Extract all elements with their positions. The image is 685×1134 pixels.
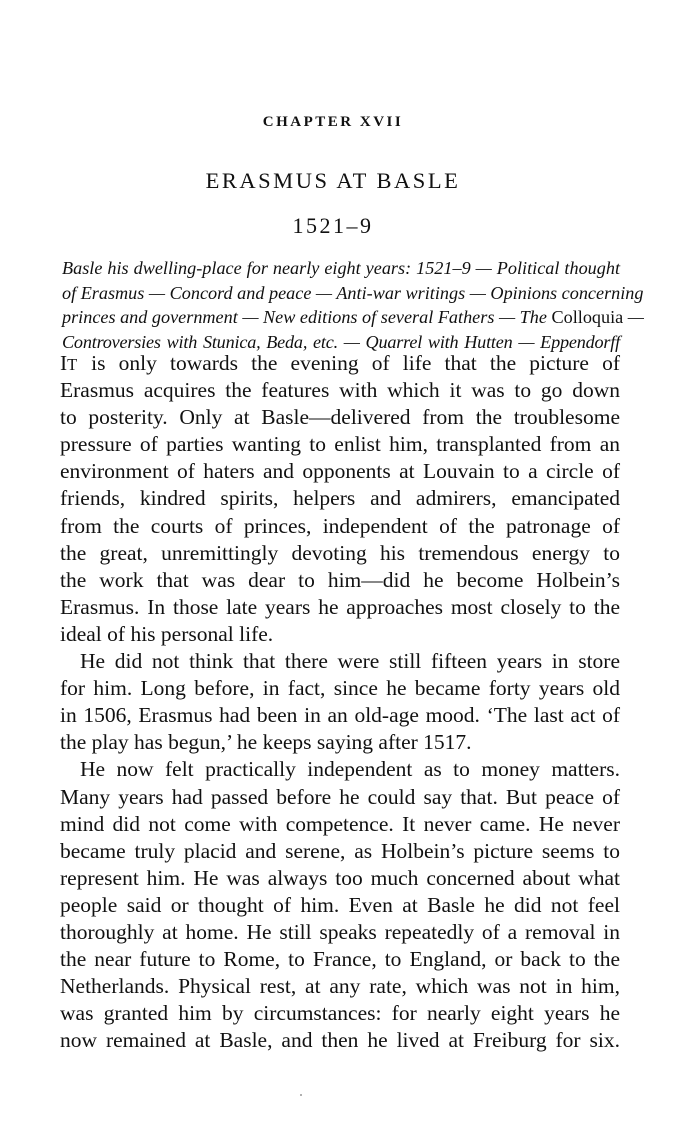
synopsis-line-text: princes and government — New editions of several Fathers — The <box>62 307 547 327</box>
body-line: people said or thought of him. Even at Basle he did not feel <box>60 892 620 917</box>
body-line: Netherlands. Physical rest, at any rate, which was not in him, <box>60 974 620 999</box>
body-line: mind did not come with competence. It never came. He never <box>60 811 620 836</box>
opening-initial: I <box>60 351 68 375</box>
body-line: the great, unremittingly devoting his tremendous energy to <box>60 540 620 565</box>
body-line: friends, kindred spirits, helpers and admirers, emancipated <box>60 486 620 511</box>
chapter-years: 1521–9 <box>292 213 374 238</box>
book-page <box>60 0 644 1134</box>
chapter-label: CHAPTER XVII <box>262 114 404 130</box>
body-text <box>60 350 620 1054</box>
body-line: Erasmus acquires the features with which it was to go down <box>60 378 620 403</box>
body-line: Erasmus. In those late years he approaches most closely to the <box>60 594 620 619</box>
body-line: from the courts of princes, independent of the patronage of <box>60 513 620 538</box>
synopsis-line: Basle his dwelling-place for nearly eight years: 1521–9 — Political thought <box>62 258 620 278</box>
body-line: Many years had passed before he could say that. But peace of <box>60 784 620 809</box>
body-line: the near future to Rome, to France, to England, or back to the <box>60 947 620 972</box>
synopsis-colloquia: Colloquia <box>551 307 624 327</box>
page-speck <box>300 1094 302 1096</box>
body-line-text: is only towards the evening of life that the picture of <box>78 351 620 375</box>
body-line: He did not think that there were still fifteen years in store <box>80 649 620 674</box>
synopsis-line: Controversies with Stunica, Beda, etc. — Quarrel with Hutten — Eppendorff <box>62 331 620 352</box>
body-line: ideal of his personal life. <box>60 621 274 646</box>
body-line: represent him. He was always too much concerned about what <box>60 865 620 890</box>
body-line: was granted him by circumstances: for nearly eight years he <box>60 1001 620 1026</box>
body-line: the work that was dear to him—did he become Holbein’s <box>60 567 620 592</box>
body-line: in 1506, Erasmus had been in an old-age mood. ‘The last act of <box>60 703 620 728</box>
body-line <box>60 350 620 377</box>
body-line: thoroughly at home. He still speaks repeatedly of a removal in <box>60 919 620 944</box>
opening-smallcap: T <box>67 355 79 374</box>
synopsis-line <box>62 305 644 330</box>
body-line: became truly placid and serene, as Holbein’s picture seems to <box>60 838 620 863</box>
body-line: environment of haters and opponents at Louvain to a circle of <box>60 459 620 484</box>
chapter-title: ERASMUS AT BASLE <box>205 168 461 193</box>
body-line: for him. Long before, in fact, since he became forty years old <box>60 676 620 701</box>
body-line: to posterity. Only at Basle—delivered from the troublesome <box>60 405 620 430</box>
body-line: He now felt practically independent as to money matters. <box>80 757 620 782</box>
synopsis-line: of Erasmus — Concord and peace — Anti-war writings — Opinions concerning <box>62 282 644 303</box>
body-line: pressure of parties wanting to enlist him, transplanted from an <box>60 432 620 457</box>
body-line: the play has begun,’ he keeps saying after 1517. <box>60 730 472 755</box>
body-line: now remained at Basle, and then he lived at Freiburg for six. <box>60 1028 620 1053</box>
chapter-synopsis <box>62 256 644 354</box>
synopsis-dash: — <box>623 307 644 327</box>
